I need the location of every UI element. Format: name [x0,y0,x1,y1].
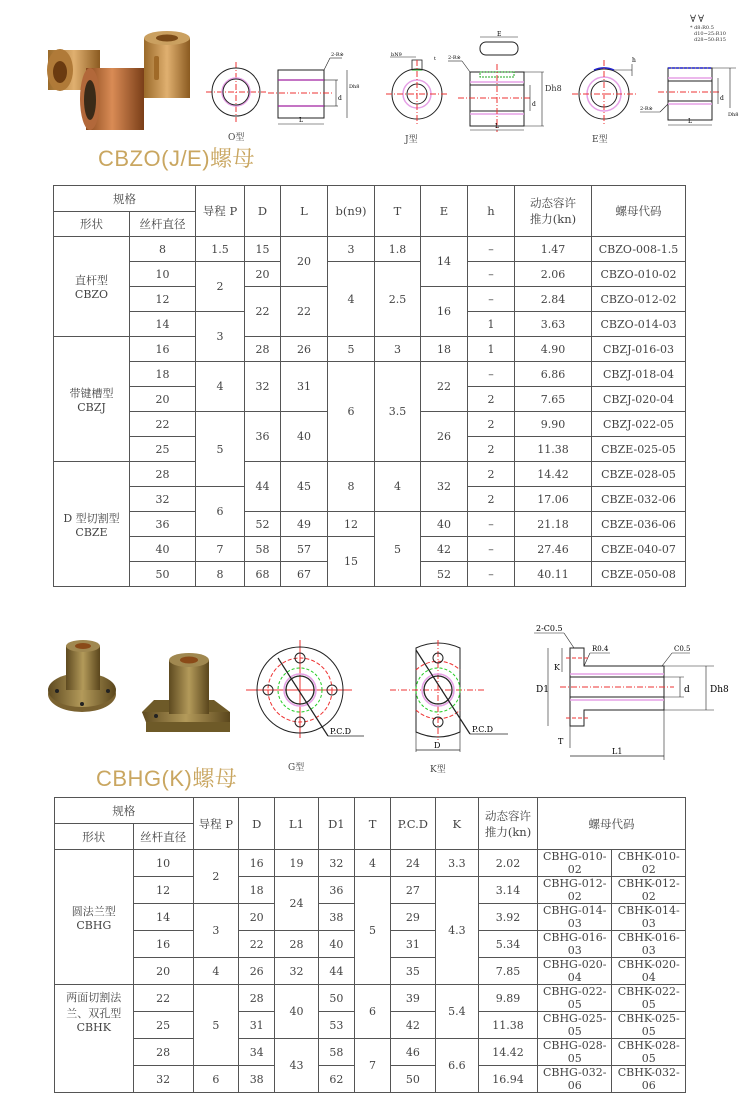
j-e-label: E [497,31,502,38]
cell-dia: 28 [133,1039,193,1066]
cell-thrust: 9.89 [479,985,538,1012]
cell-dia: 36 [130,512,196,537]
cell-thrust: 3.92 [479,904,538,931]
cell-d: 36 [245,412,281,462]
cell-l: 20 [281,237,328,287]
cell-h: 2 [468,412,515,437]
cell-code: CBZJ-016-03 [592,337,686,362]
cell-k: 4.3 [435,877,478,985]
cell-thrust: 4.90 [515,337,592,362]
e-type-end-view-drawing [572,56,644,124]
cell-l: 31 [281,362,328,412]
cell-l1: 32 [275,958,318,985]
cell-code-k: CBHK-020-04 [612,958,686,985]
cell-dia: 10 [133,850,193,877]
cell-d1: 58 [318,1039,354,1066]
cell-thrust: 3.63 [515,312,592,337]
o-l-label: L [299,117,303,124]
cbhg-product-photo [44,636,234,746]
cell-dia: 20 [133,958,193,985]
cell-code-g: CBHG-010-02 [538,850,612,877]
cell-l1: 24 [275,877,318,931]
cell-t: 5 [375,512,421,587]
cell-h: 1 [468,337,515,362]
cell-h: – [468,562,515,587]
header-spec: 规格 [55,798,194,824]
g-type-caption: G型 [288,763,305,773]
cell-d1: 53 [318,1012,354,1039]
cell-h: – [468,262,515,287]
cell-e: 22 [421,362,468,412]
cell-code-k: CBHK-032-06 [612,1066,686,1093]
cell-code-k: CBHK-014-03 [612,904,686,931]
e-type-side-view-drawing [640,62,740,128]
j-chamfer-label: 2-R※ [448,55,461,61]
cell-t: 3.5 [375,362,421,462]
cell-pcd: 42 [391,1012,435,1039]
cell-e: 32 [421,462,468,512]
cell-code-g: CBHG-016-03 [538,931,612,958]
cell-h: – [468,537,515,562]
cell-l: 40 [281,412,328,462]
cell-pcd: 35 [391,958,435,985]
header-lead: 导程 P [196,186,245,237]
cell-h: 2 [468,487,515,512]
cell-thrust: 40.11 [515,562,592,587]
cell-d1: 38 [318,904,354,931]
e-chamfer-label: 2-R※ [640,106,653,112]
cell-thrust: 3.14 [479,877,538,904]
cell-thrust: 7.65 [515,387,592,412]
flange-t-label: T [558,737,564,746]
header-spec: 规格 [54,186,196,212]
cell-dia: 32 [133,1066,193,1093]
nut-photo-right [144,31,190,98]
j-bn9-label: bN9 [391,52,402,58]
cell-code: CBZE-025-05 [592,437,686,462]
cell-dia: 14 [130,312,196,337]
cell-thrust: 2.84 [515,287,592,312]
roughness-note-line: * d8:R0.5 [690,25,714,31]
header-b: b(n9) [328,186,375,237]
j-l-label: L [495,123,499,130]
cell-code-k: CBHK-028-05 [612,1039,686,1066]
group-name: 两面切割法 [66,991,122,1004]
header-shape: 形状 [55,824,134,850]
table-row [55,985,686,1012]
header-screw-dia: 丝杆直径 [133,824,193,850]
cell-l1: 28 [275,931,318,958]
header-t: T [354,798,390,850]
cell-thrust: 7.85 [479,958,538,985]
cell-e: 18 [421,337,468,362]
cell-code: CBZO-008-1.5 [592,237,686,262]
cell-l: 45 [281,462,328,512]
cell-dia: 32 [130,487,196,512]
header-d1: D1 [318,798,354,850]
header-l1: L1 [275,798,318,850]
roughness-symbol-icon: ∀∀ [690,14,707,25]
cell-thrust: 2.06 [515,262,592,287]
e-l-label: L [688,118,692,125]
j-type-side-view-drawing [448,28,548,132]
cell-lead: 2 [193,850,239,904]
group-cbhk [55,985,134,1093]
cell-lead: 8 [196,562,245,587]
cell-code-k: CBHK-025-05 [612,1012,686,1039]
cell-d1: 62 [318,1066,354,1093]
cell-pcd: 50 [391,1066,435,1093]
j-type-caption: J型 [405,135,418,145]
group-name: D 型切割型 [63,511,120,525]
cell-dia: 18 [130,362,196,387]
cell-code-g: CBHG-025-05 [538,1012,612,1039]
header-d: D [239,798,275,850]
cell-pcd: 31 [391,931,435,958]
cell-h: – [468,362,515,387]
cell-code-g: CBHG-012-02 [538,877,612,904]
cell-e: 26 [421,412,468,462]
j-t-label: t [434,56,437,62]
header-screw-dia: 丝杆直径 [130,212,196,237]
header-lead: 导程 P [193,798,239,850]
flange-d1-label: D1 [536,685,549,695]
header-thrust [515,186,592,237]
cell-thrust: 27.46 [515,537,592,562]
table-row [54,362,686,387]
group-code: CBZE [75,525,108,539]
flange-l1-label: L1 [612,747,623,756]
o-d-label: d [338,95,342,102]
cell-dia: 50 [130,562,196,587]
header-thrust-line2: 推力(kn) [484,824,532,839]
cell-code: CBZE-050-08 [592,562,686,587]
cell-thrust: 21.18 [515,512,592,537]
cbzo-spec-table [53,185,686,587]
table-row [54,337,686,362]
cell-dia: 22 [133,985,193,1012]
cell-dia: 16 [130,337,196,362]
cell-dia: 40 [130,537,196,562]
roughness-note-line: d28~50:R15 [694,37,726,43]
g-pcd-label: P.C.D [330,727,352,736]
cbhg-section-title: CBHG(K)螺母 [96,766,238,791]
cell-code-k: CBHK-022-05 [612,985,686,1012]
cell-t: 6 [354,985,390,1039]
header-thrust-line1: 动态容许 [530,196,576,210]
cell-d: 18 [239,877,275,904]
cell-d: 34 [239,1039,275,1066]
cell-b: 4 [328,262,375,337]
cell-lead: 1.5 [196,237,245,262]
cell-l1: 19 [275,850,318,877]
group-cbze [54,462,130,587]
nut-photo-front [80,68,144,130]
cell-code-k: CBHK-012-02 [612,877,686,904]
cell-l1: 43 [275,1039,318,1093]
cell-e: 40 [421,512,468,537]
j-dh8-label: Dh8 [545,84,562,93]
cell-d: 58 [245,537,281,562]
cell-lead: 7 [196,537,245,562]
group-cbhg [55,850,134,985]
cell-lead: 4 [196,362,245,412]
cell-code: CBZE-036-06 [592,512,686,537]
cell-dia: 12 [130,287,196,312]
cell-code-g: CBHG-020-04 [538,958,612,985]
cell-lead: 3 [196,312,245,362]
flange-side-drawing [534,622,740,764]
table-row [54,262,686,287]
k-d-label: D [434,741,441,750]
cell-thrust: 5.34 [479,931,538,958]
cell-d: 20 [245,262,281,287]
header-d: D [245,186,281,237]
cell-t: 4 [354,850,390,877]
cell-pcd: 27 [391,877,435,904]
cell-d1: 36 [318,877,354,904]
group-name: 圆法兰型 [71,904,116,918]
cell-code-g: CBHG-028-05 [538,1039,612,1066]
cell-code: CBZJ-022-05 [592,412,686,437]
cell-dia: 12 [133,877,193,904]
cell-thrust: 14.42 [479,1039,538,1066]
cell-h: 2 [468,437,515,462]
group-cbzj [54,337,130,462]
cell-b: 5 [328,337,375,362]
header-thrust [479,798,538,850]
flange-chamfer-label: 2-C0.5 [536,624,563,633]
header-h: h [468,186,515,237]
header-code: 螺母代码 [592,186,686,237]
cell-t: 2.5 [375,262,421,337]
roughness-note-line: d10~25:R10 [694,31,726,37]
cell-d: 22 [239,931,275,958]
cell-h: 2 [468,462,515,487]
cell-b: 12 [328,512,375,537]
flange-d-label: d [684,685,690,695]
cell-d: 28 [245,337,281,362]
header-pcd: P.C.D [391,798,435,850]
cell-dia: 14 [133,904,193,931]
cell-d: 20 [239,904,275,931]
o-type-caption: O型 [228,133,245,143]
header-t: T [375,186,421,237]
o-chamfer-label: 2-R※ [331,52,344,58]
cell-code-g: CBHG-014-03 [538,904,612,931]
cell-dia: 25 [130,437,196,462]
flange-dh8-label: Dh8 [710,685,729,695]
cell-d: 31 [239,1012,275,1039]
group-cbzo [54,237,130,337]
cell-thrust: 11.38 [479,1012,538,1039]
table-row [54,237,686,262]
cell-code: CBZE-032-06 [592,487,686,512]
cell-t: 3 [375,337,421,362]
group-code: CBZO [74,288,109,301]
cell-l1: 40 [275,985,318,1039]
cell-d1: 44 [318,958,354,985]
cell-lead: 5 [196,412,245,487]
table-row [54,462,686,487]
table-row [55,877,686,904]
group-name-line2: 兰、双孔型 [66,1007,122,1020]
group-code: CBHK [76,1021,111,1034]
cell-thrust: 14.42 [515,462,592,487]
cell-d1: 40 [318,931,354,958]
roughness-note [690,14,740,43]
cell-h: – [468,237,515,262]
cell-thrust: 2.02 [479,850,538,877]
flange-nut-round-photo [48,640,116,712]
cell-code: CBZJ-020-04 [592,387,686,412]
j-d-label: d [532,101,536,108]
cell-dia: 20 [130,387,196,412]
e-h-label: h [632,57,636,64]
cell-code: CBZO-014-03 [592,312,686,337]
cell-d: 15 [245,237,281,262]
cell-d: 44 [245,462,281,512]
e-type-caption: E型 [592,135,608,145]
o-type-end-view-drawing [206,62,266,122]
table-row [54,537,686,562]
header-k: K [435,798,478,850]
e-d-label: d [720,95,724,102]
cell-e: 42 [421,537,468,562]
cell-l: 22 [281,287,328,337]
cell-code: CBZO-012-02 [592,287,686,312]
cell-b: 8 [328,462,375,512]
cell-code-k: CBHK-016-03 [612,931,686,958]
cell-code: CBZE-040-07 [592,537,686,562]
cell-dia: 10 [130,262,196,287]
o-type-side-view-drawing [268,48,366,128]
group-name: 直杆型 [75,274,108,287]
cell-b: 6 [328,362,375,462]
cell-h: 1 [468,312,515,337]
cell-dia: 25 [133,1012,193,1039]
header-shape: 形状 [54,212,130,237]
cell-lead: 6 [193,1066,239,1093]
cell-dia: 28 [130,462,196,487]
cell-dia: 8 [130,237,196,262]
cell-thrust: 11.38 [515,437,592,462]
flange-k-label: K [554,663,560,672]
cell-code: CBZE-028-05 [592,462,686,487]
cell-b: 15 [328,537,375,587]
cell-k: 6.6 [435,1039,478,1093]
j-type-end-view-drawing [386,52,448,124]
cell-d: 38 [239,1066,275,1093]
cell-thrust: 1.47 [515,237,592,262]
cell-d: 68 [245,562,281,587]
header-thrust-line1: 动态容许 [485,808,532,823]
cell-h: 2 [468,387,515,412]
cell-h: – [468,287,515,312]
cell-dia: 16 [133,931,193,958]
table-row [55,1039,686,1066]
cell-code: CBZO-010-02 [592,262,686,287]
cell-e: 16 [421,287,468,337]
table-row [54,512,686,537]
cell-pcd: 46 [391,1039,435,1066]
group-code: CBZJ [77,400,106,414]
cell-code-g: CBHG-032-06 [538,1066,612,1093]
cell-d: 16 [239,850,275,877]
header-code: 螺母代码 [538,798,686,850]
cell-l: 49 [281,512,328,537]
cell-lead: 5 [193,985,239,1066]
cell-e: 14 [421,237,468,287]
cell-t: 1.8 [375,237,421,262]
table-row [55,850,686,877]
cell-code-g: CBHG-022-05 [538,985,612,1012]
cell-d: 22 [245,287,281,337]
cell-code: CBZJ-018-04 [592,362,686,387]
cell-code-k: CBHK-010-02 [612,850,686,877]
cell-d: 26 [239,958,275,985]
flange-nut-k-photo [142,653,230,732]
cell-k: 3.3 [435,850,478,877]
cell-pcd: 39 [391,985,435,1012]
cell-thrust: 17.06 [515,487,592,512]
header-e: E [421,186,468,237]
cell-l: 26 [281,337,328,362]
cell-d1: 50 [318,985,354,1012]
cell-e: 52 [421,562,468,587]
cell-d1: 32 [318,850,354,877]
cell-lead: 6 [196,487,245,537]
cell-d: 28 [239,985,275,1012]
cell-pcd: 29 [391,904,435,931]
cell-t: 4 [375,462,421,512]
flange-r-label: R0.4 [592,645,609,653]
header-thrust-line2: 推力(kn) [529,212,577,226]
header-l: L [281,186,328,237]
cell-thrust: 6.86 [515,362,592,387]
cell-d: 32 [245,362,281,412]
k-pcd-label: P.C.D [472,725,494,734]
e-dh8-label: Dh8 [728,112,739,118]
cell-pcd: 24 [391,850,435,877]
cell-k: 5.4 [435,985,478,1039]
cell-l: 57 [281,537,328,562]
cell-b: 3 [328,237,375,262]
cell-l: 67 [281,562,328,587]
cell-thrust: 9.90 [515,412,592,437]
cbzo-product-photo [40,28,200,136]
cell-h: – [468,512,515,537]
cell-lead: 4 [193,958,239,985]
cell-t: 7 [354,1039,390,1093]
cell-lead: 3 [193,904,239,958]
group-name: 带键槽型 [69,386,114,400]
k-type-drawing [390,640,518,756]
k-type-caption: K型 [430,765,446,775]
cell-t: 5 [354,877,390,985]
cell-thrust: 16.94 [479,1066,538,1093]
cbzo-section-title: CBZO(J/E)螺母 [98,146,256,171]
flange-c-label: C0.5 [674,645,691,653]
cbhg-spec-table [54,797,686,1093]
group-code: CBHG [76,918,112,932]
cell-dia: 22 [130,412,196,437]
o-dh8-label: Dh8 [349,84,360,90]
cell-lead: 2 [196,262,245,312]
cell-d: 52 [245,512,281,537]
g-type-drawing [246,640,364,744]
